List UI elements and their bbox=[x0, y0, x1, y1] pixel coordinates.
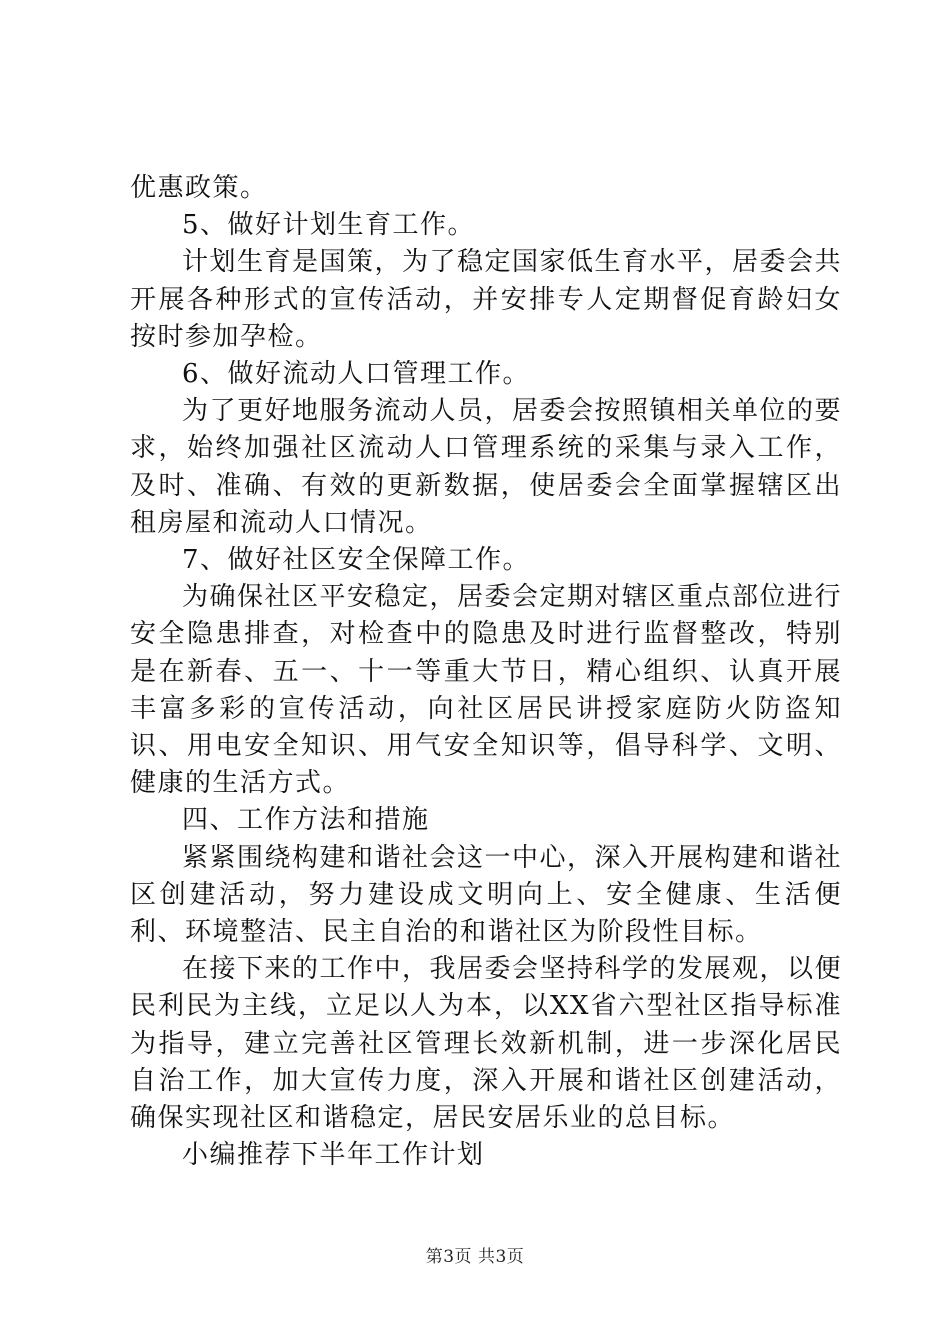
paragraph-community-safety: 为确保社区平安稳定，居委会定期对辖区重点部位进行安全隐患排查，对检查中的隐患及时进行监督整改，特别是在新春、五一、十一等重大节日，精心组织、认真开展丰富多彩的宣传活动，向社区居民讲授家庭防火防盗知识、用电安全知识、用气安全知识等，倡导科学、文明、健康的生活方式。 bbox=[130, 582, 843, 799]
paragraph-floating-population: 为了更好地服务流动人员，居委会按照镇相关单位的要求，始终加强社区流动人口管理系统的采集与录入工作，及时、准确、有效的更新数据，使居委会全面掌握辖区出租房屋和流动人口情况。 bbox=[130, 396, 843, 538]
recommended-link-text: 小编推荐下半年工作计划 bbox=[182, 1140, 485, 1171]
paragraph-methods: 紧紧围绕构建和谐社会这一中心，深入开展构建和谐社区创建活动，努力建设成文明向上、安全健康、生活便利、环境整洁、民主自治的和谐社区为阶段性目标。 bbox=[130, 842, 843, 948]
section-heading-methods: 四、工作方法和措施 bbox=[182, 805, 430, 836]
paragraph-future-work: 在接下来的工作中，我居委会坚持科学的发展观，以便民利民为主线，立足以人为本，以XX省六型社区指导标准为指导，建立完善社区管理长效新机制，进一步深化居民自治工作，加大宣传力度，深入开展和谐社区创建活动，确保实现社区和谐稳定，居民安居乐业的总目标。 bbox=[130, 954, 843, 1134]
section-heading-community-safety: 7、做好社区安全保障工作。 bbox=[182, 545, 531, 576]
document-body bbox=[130, 170, 842, 1174]
paragraph-continuation: 优惠政策。 bbox=[130, 173, 268, 203]
section-heading-family-planning: 5、做好计划生育工作。 bbox=[182, 210, 476, 241]
page-number-footer: 第3页 共3页 bbox=[425, 1247, 525, 1267]
section-heading-floating-population: 6、做好流动人口管理工作。 bbox=[182, 359, 531, 390]
paragraph-family-planning: 计划生育是国策，为了稳定国家低生育水平，居委会共开展各种形式的宣传活动，并安排专人定期督促育龄妇女按时参加孕检。 bbox=[130, 247, 843, 352]
